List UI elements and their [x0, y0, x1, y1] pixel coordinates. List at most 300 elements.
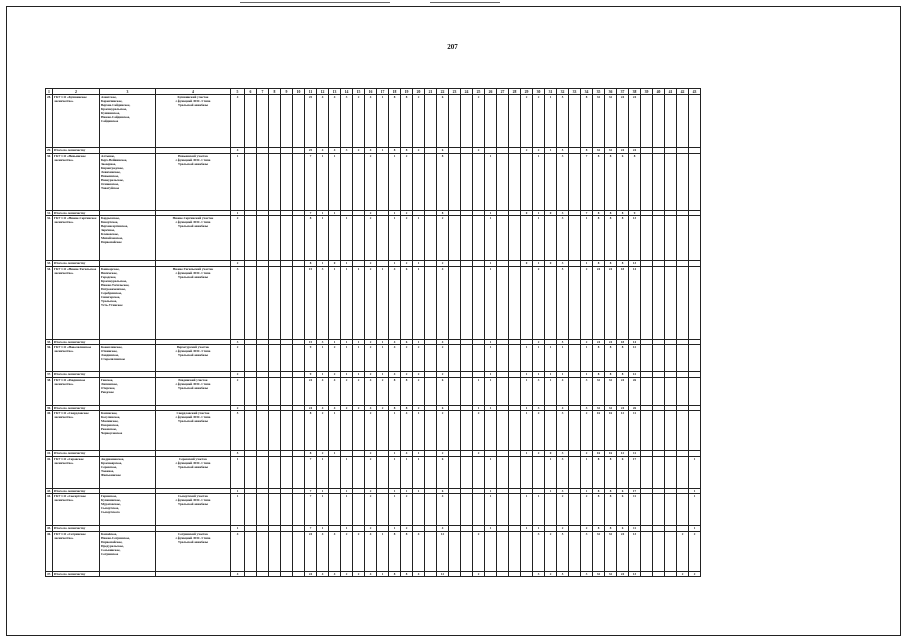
value-cell: 3 [532, 405, 544, 411]
value-cell: 13 [628, 261, 640, 267]
value-cell: 1 [352, 345, 364, 372]
value-cell [268, 456, 280, 488]
value-cell: 5 [556, 95, 568, 148]
value-cell: 2 [520, 148, 532, 154]
value-cell [640, 95, 652, 148]
value-cell [280, 456, 292, 488]
row-number-cell: 46. [46, 531, 53, 571]
value-cell [472, 494, 484, 526]
value-cell: 4 [388, 372, 400, 378]
row-number-cell: 33. [47, 261, 51, 265]
value-cell [292, 531, 304, 571]
column-number-cell: 15 [352, 89, 364, 95]
value-cell: 8 [400, 405, 412, 411]
value-cell [496, 345, 508, 372]
value-cell: 1 [388, 526, 400, 532]
value-cell: 2 [352, 531, 364, 571]
value-cell [652, 345, 664, 372]
value-cell: 1 [388, 153, 400, 210]
value-cell: 8 [604, 153, 616, 210]
value-cell: 4 [436, 494, 448, 526]
total-label-cell: Итого по лесничеству [52, 405, 99, 411]
value-cell [460, 95, 472, 148]
value-cell: 2 [436, 345, 448, 372]
column-number-cell: 1 [46, 89, 53, 95]
value-cell: 8 [616, 372, 628, 378]
value-cell: 1 [532, 216, 544, 261]
value-cell: 1 [484, 216, 496, 261]
value-cell: 6 [616, 488, 628, 494]
value-cell: 2 [544, 531, 556, 571]
value-cell: 6 [616, 526, 628, 532]
value-cell: 18 [616, 266, 628, 339]
row-number-cell: 44. [46, 494, 53, 526]
value-cell: 8 [604, 216, 616, 261]
value-cell: 1 [688, 488, 700, 494]
value-cell [664, 216, 676, 261]
total-label-cell: Итого по лесничеству [52, 261, 99, 267]
value-cell [472, 153, 484, 210]
column-number-cell: 39 [640, 89, 652, 95]
value-cell: 2 [532, 411, 544, 451]
column-number-cell: 26 [484, 89, 496, 95]
value-cell: 8 [604, 488, 616, 494]
value-cell: 4 [556, 405, 568, 411]
value-cell: 24 [604, 339, 616, 345]
value-cell: 3 [580, 571, 592, 577]
value-cell [448, 494, 460, 526]
value-cell: 16 [604, 451, 616, 457]
value-cell: 0 [544, 261, 556, 267]
value-cell: 8 [592, 526, 604, 532]
value-cell: 8 [592, 345, 604, 372]
value-cell: 4 [316, 405, 328, 411]
value-cell: 6 [400, 266, 412, 339]
value-cell: 8 [592, 216, 604, 261]
value-cell: 5 [230, 451, 244, 457]
value-cell: 1 [580, 345, 592, 372]
value-cell: 1 [544, 488, 556, 494]
value-cell: 4 [230, 531, 244, 571]
value-cell [652, 95, 664, 148]
value-cell [508, 216, 520, 261]
value-cell: 8 [592, 210, 604, 216]
value-cell [448, 95, 460, 148]
value-cell: 1 [352, 266, 364, 339]
districts-cell: Башкарское, Висимское, Городское, Красноуральское, Нижне-Тагильское, Петрокаменское, Серебрянское, Синегорское, Уральское, Усть-Утинское [99, 266, 155, 339]
column-number-cell: 28 [508, 89, 520, 95]
value-cell: 6 [616, 494, 628, 526]
districts-cell: Камаёское, Нижне-Сотринское, Первомайское, Предуральское, Сосьвинское, Сотринское [99, 531, 155, 571]
forestry-row [46, 216, 701, 261]
value-cell: 2 [352, 571, 364, 577]
value-cell: 2 [316, 451, 328, 457]
row-number-cell: 45. [47, 526, 51, 530]
value-cell [640, 411, 652, 451]
value-cell [496, 266, 508, 339]
value-cell [508, 456, 520, 488]
value-cell [268, 95, 280, 148]
value-cell: 6 [436, 456, 448, 488]
value-cell: 3 [532, 377, 544, 405]
value-cell [256, 411, 268, 451]
value-cell [280, 266, 292, 339]
value-cell: 1 [316, 153, 328, 210]
value-cell [640, 345, 652, 372]
value-cell: 2 [364, 216, 376, 261]
column-number-cell: 37 [616, 89, 628, 95]
value-cell [280, 216, 292, 261]
forestry-name-cell: ГКУ СО «Ревдинское лесничество» [52, 377, 99, 405]
value-cell: 15 [304, 339, 316, 345]
value-cell: 1 [316, 345, 328, 372]
value-cell: 3 [230, 339, 244, 345]
column-number-cell: 40 [652, 89, 664, 95]
value-cell [256, 153, 268, 210]
value-cell: 14 [628, 266, 640, 339]
value-cell [652, 494, 664, 526]
value-cell: 25 [304, 95, 316, 148]
value-cell: 2 [688, 531, 700, 571]
value-cell: 16 [604, 411, 616, 451]
value-cell: 2 [580, 451, 592, 457]
value-cell: 4 [230, 95, 244, 148]
value-cell: 2 [400, 372, 412, 378]
forestry-table [45, 88, 701, 577]
value-cell [292, 153, 304, 210]
value-cell [664, 571, 676, 577]
value-cell [448, 345, 460, 372]
value-cell [460, 571, 472, 577]
value-cell [496, 377, 508, 405]
column-number-cell: 14 [340, 89, 352, 95]
value-cell: 2 [364, 261, 376, 267]
value-cell: 4 [328, 377, 340, 405]
value-cell: 2 [230, 261, 244, 267]
value-cell: 3 [556, 216, 568, 261]
value-cell [280, 377, 292, 405]
value-cell: 1 [520, 405, 532, 411]
value-cell: 6 [436, 377, 448, 405]
value-cell: 4 [388, 266, 400, 339]
value-cell [508, 153, 520, 210]
value-cell: 7 [304, 494, 316, 526]
value-cell: 8 [436, 153, 448, 210]
value-cell: 2 [400, 216, 412, 261]
row-number-cell: 29. [47, 148, 51, 152]
value-cell: 2 [340, 571, 352, 577]
value-cell [244, 153, 256, 210]
value-cell [424, 377, 436, 405]
value-cell [424, 494, 436, 526]
value-cell: 2 [688, 571, 700, 577]
value-cell: 1 [484, 494, 496, 526]
value-cell [508, 266, 520, 339]
value-cell: 2 [412, 148, 424, 154]
value-cell: 8 [628, 153, 640, 210]
value-cell: 8 [592, 456, 604, 488]
value-cell: 3 [580, 377, 592, 405]
value-cell [664, 531, 676, 571]
column-number-cell: 20 [412, 89, 424, 95]
value-cell [496, 456, 508, 488]
value-cell: 1 [472, 405, 484, 411]
value-cell: 1 [532, 526, 544, 532]
column-number-cell: 18 [388, 89, 400, 95]
value-cell [688, 377, 700, 405]
value-cell: 11 [628, 411, 640, 451]
value-cell [472, 456, 484, 488]
value-cell [280, 571, 292, 577]
column-number-cell: 35 [592, 89, 604, 95]
value-cell: 8 [616, 345, 628, 372]
value-cell [244, 494, 256, 526]
value-cell: 4 [412, 571, 424, 577]
value-cell: 1 [532, 494, 544, 526]
value-cell: 2 [580, 526, 592, 532]
value-cell: 2 [520, 95, 532, 148]
value-cell: 11 [628, 526, 640, 532]
value-cell: 1 [484, 210, 496, 216]
value-cell: 4 [364, 531, 376, 571]
value-cell: 6 [400, 339, 412, 345]
value-cell: 3 [532, 531, 544, 571]
value-cell: 1 [376, 571, 388, 577]
value-cell: 16 [592, 411, 604, 451]
row-number-cell: 39. [47, 405, 51, 410]
fire-station-cell: Нижне-Сергинский участок с функцией ЛПС-1 типа Уральской авиабазы [155, 216, 230, 261]
value-cell: 2 [230, 345, 244, 372]
column-number-cell: 21 [424, 89, 436, 95]
value-cell: 4 [364, 377, 376, 405]
value-cell [256, 494, 268, 526]
value-cell [424, 95, 436, 148]
value-cell [280, 345, 292, 372]
value-cell: 4 [436, 266, 448, 339]
value-cell [280, 494, 292, 526]
value-cell: 4 [364, 148, 376, 154]
value-cell [292, 95, 304, 148]
fire-station-cell: Кушвинский участок с функцией ЛПС-3 типа Уральской авиабазы [155, 95, 230, 148]
value-cell [268, 377, 280, 405]
value-cell: 24 [628, 95, 640, 148]
value-cell: 24 [616, 95, 628, 148]
value-cell: 24 [592, 266, 604, 339]
value-cell: 0 [544, 451, 556, 457]
value-cell: 2 [472, 148, 484, 154]
column-number-cell: 43 [688, 89, 700, 95]
forestry-row [46, 95, 701, 148]
value-cell: 6 [616, 456, 628, 488]
value-cell [424, 531, 436, 571]
value-cell [448, 377, 460, 405]
value-cell: 1 [580, 456, 592, 488]
value-cell: 1 [340, 339, 352, 345]
fire-station-cell: Сотринский участок с функцией ЛПС-3 типа Уральской авиабазы [155, 531, 230, 571]
districts-cell: Камнеское, Косулинское, Маминское, Покровское, Режевское, Черноусовское [99, 411, 155, 451]
value-cell: 3 [580, 531, 592, 571]
value-cell [496, 411, 508, 451]
value-cell: 4 [556, 377, 568, 405]
value-cell: 26 [628, 377, 640, 405]
value-cell: 1 [376, 148, 388, 154]
total-label-cell: Итого по лесничеству [52, 451, 99, 457]
column-number-cell: 7 [256, 89, 268, 95]
value-cell: 17 [628, 488, 640, 494]
row-number-cell: 47. [47, 571, 51, 576]
value-cell: 4 [328, 571, 340, 577]
value-cell: 4 [412, 531, 424, 571]
value-cell: 1 [376, 266, 388, 339]
page-number: 207 [447, 43, 458, 51]
value-cell: 2 [230, 405, 244, 411]
value-cell: 1 [520, 451, 532, 457]
value-cell: 5 [556, 148, 568, 154]
value-cell: 24 [616, 377, 628, 405]
value-cell [496, 95, 508, 148]
value-cell [568, 531, 580, 571]
value-cell [688, 95, 700, 148]
fire-station-cell: Сысертский участок с функцией ЛПС-1 типа Уральской авиабазы [155, 494, 230, 526]
value-cell [244, 456, 256, 488]
value-cell: 3 [532, 571, 544, 577]
value-cell [652, 216, 664, 261]
value-cell [688, 411, 700, 451]
value-cell: 2 [532, 148, 544, 154]
fire-station-cell: Ревдинский участок с функцией ЛПС-1 типа Уральской авиабазы [155, 377, 230, 405]
value-cell: 1 [388, 411, 400, 451]
value-cell: 1 [520, 377, 532, 405]
value-cell: 8 [592, 372, 604, 378]
value-cell: 1 [340, 488, 352, 494]
value-cell: 2 [364, 345, 376, 372]
forestry-name-cell: ГКУ СО «Новолялинское лесничество» [52, 345, 99, 372]
forestry-name-cell: ГКУ СО «Сотринское лесничество» [52, 531, 99, 571]
row-number-cell: 41. [47, 451, 51, 455]
value-cell [676, 216, 688, 261]
value-cell [520, 571, 532, 577]
value-cell [376, 153, 388, 210]
value-cell [652, 571, 664, 577]
fire-station-cell: Невьянский участок с функцией ЛПС-1 типа Уральской авиабазы [155, 153, 230, 210]
value-cell [268, 494, 280, 526]
value-cell [640, 494, 652, 526]
value-cell: 8 [580, 148, 592, 154]
value-cell: 2 [532, 95, 544, 148]
value-cell: 1 [230, 494, 244, 526]
value-cell: 2 [472, 571, 484, 577]
value-cell: 3 [556, 488, 568, 494]
value-cell [328, 216, 340, 261]
value-cell [340, 411, 352, 451]
value-cell: 8 [616, 216, 628, 261]
value-cell: 1 [520, 494, 532, 526]
fire-station-cell [155, 571, 230, 577]
column-number-cell: 31 [544, 89, 556, 95]
value-cell: 1 [352, 372, 364, 378]
value-cell: 3 [556, 153, 568, 210]
value-cell: 2 [340, 531, 352, 571]
value-cell [280, 531, 292, 571]
value-cell [424, 456, 436, 488]
value-cell: 7 [580, 210, 592, 216]
value-cell [508, 571, 520, 577]
value-cell: 1 [340, 526, 352, 532]
value-cell: 7 [304, 456, 316, 488]
value-cell: 1 [412, 456, 424, 488]
value-cell: 4 [328, 405, 340, 411]
value-cell: 8 [400, 95, 412, 148]
forestry-name-cell: ГКУ СО «Нижне-Тагильское лесничество» [52, 266, 99, 339]
value-cell: 2 [352, 95, 364, 148]
value-cell: 4 [230, 148, 244, 154]
value-cell: 1 [484, 345, 496, 372]
value-cell: 1 [316, 488, 328, 494]
value-cell [568, 153, 580, 210]
value-cell: 2 [376, 377, 388, 405]
forestry-name-cell: ГКУ СО «Серовское лесничество» [52, 456, 99, 488]
value-cell: 12 [616, 451, 628, 457]
total-label-cell: Итого по лесничеству [52, 339, 99, 345]
value-cell [424, 216, 436, 261]
value-cell: 2 [400, 261, 412, 267]
value-cell: 1 [484, 153, 496, 210]
column-number-cell: 23 [448, 89, 460, 95]
value-cell: 2 [352, 148, 364, 154]
value-cell: 8 [604, 345, 616, 372]
value-cell [424, 153, 436, 210]
value-cell: 1 [484, 266, 496, 339]
value-cell [448, 456, 460, 488]
value-cell [460, 494, 472, 526]
value-cell [424, 266, 436, 339]
value-cell [472, 216, 484, 261]
value-cell [460, 345, 472, 372]
value-cell: 13 [628, 571, 640, 577]
value-cell [376, 216, 388, 261]
value-cell: 7 [304, 526, 316, 532]
column-number-cell: 42 [676, 89, 688, 95]
value-cell: 1 [532, 372, 544, 378]
value-cell [640, 377, 652, 405]
value-cell: 1 [412, 488, 424, 494]
value-cell [544, 266, 556, 339]
value-cell: 2 [412, 95, 424, 148]
column-number-cell: 30 [532, 89, 544, 95]
total-label-cell: Итого по лесничеству [52, 526, 99, 532]
value-cell [484, 571, 496, 577]
value-cell: 1 [580, 372, 592, 378]
value-cell: 8 [604, 372, 616, 378]
value-cell [460, 531, 472, 571]
value-cell: 2 [544, 571, 556, 577]
value-cell: 4 [316, 148, 328, 154]
value-cell: 8 [604, 456, 616, 488]
value-cell [544, 494, 556, 526]
forestry-row [46, 494, 701, 526]
value-cell: 1 [388, 216, 400, 261]
row-number-cell: 37. [47, 372, 51, 376]
value-cell [292, 494, 304, 526]
value-cell: 1 [328, 210, 340, 216]
value-cell [280, 153, 292, 210]
value-cell: 24 [628, 148, 640, 154]
column-number-cell: 25 [472, 89, 484, 95]
total-label-cell: Итого по лесничеству [52, 372, 99, 378]
value-cell [664, 411, 676, 451]
fire-station-cell: Свердловский участок с функцией ЛПС-1 типа Уральской авиабазы [155, 411, 230, 451]
value-cell [268, 411, 280, 451]
